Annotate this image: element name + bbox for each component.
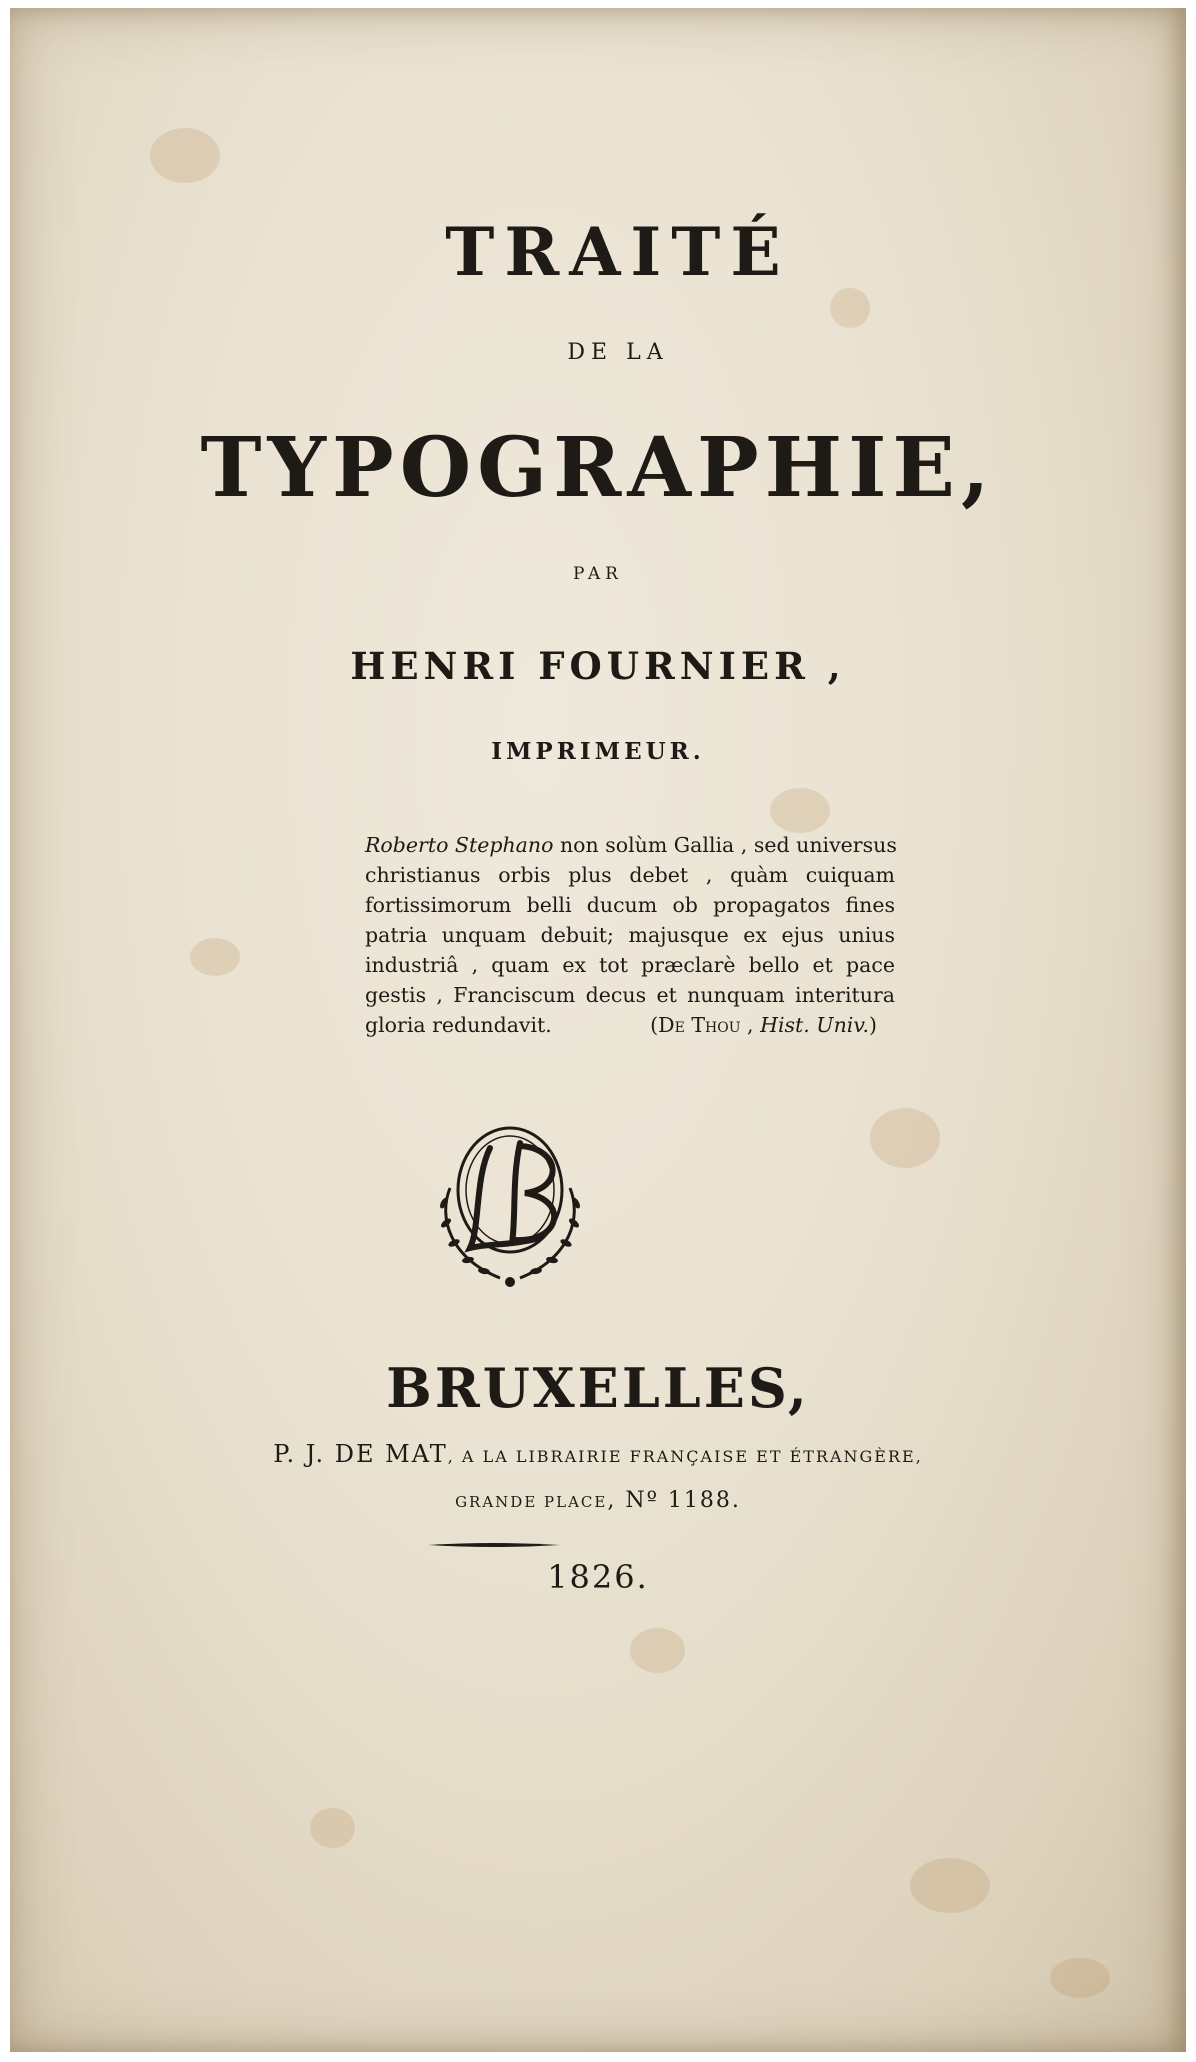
stain [310,1808,355,1848]
epigraph-line: christianus orbis plus debet , quàm cuiquam [365,863,895,887]
epigraph-line: patria unquam debuit; majusque ex ejus unius [365,923,895,947]
citation-work: Hist. Univ. [760,1013,869,1037]
epigraph-line: industriâ , quam ex tot præclarè bello et pace [365,953,895,977]
epigraph-last-text: gloria redundavit. [365,1013,552,1037]
title-traite: TRAITÉ [445,213,791,291]
epigraph-last-line [365,1010,895,1040]
epigraph-citation [650,1010,895,1040]
title-de-la: DE LA [567,340,669,365]
author-profession: IMPRIMEUR. [491,738,705,765]
stain [1050,1958,1110,1998]
stain [830,288,870,328]
stain [870,1108,940,1168]
address-place: GRANDE PLACE [455,1493,608,1511]
epigraph-line: gestis , Franciscum decus et nunquam interitura [365,983,895,1007]
imprint-address [10,1488,1186,1513]
citation-author: De Thou [658,1013,741,1037]
decorative-rule [428,1542,560,1548]
citation-sep: , [740,1013,761,1037]
publisher-rest: , A LA LIBRAIRIE FRANÇAISE ET ÉTRANGÈRE, [447,1447,923,1466]
citation-close: ) [869,1013,877,1037]
author-name: HENRI FOURNIER , [350,644,846,688]
stain [770,788,830,833]
publisher-name: P. J. DE MAT [273,1440,448,1468]
stain [910,1858,990,1913]
monogram-icon [420,1108,600,1293]
title-page [10,8,1186,2052]
address-number: , Nº 1188. [607,1488,741,1513]
stain [150,128,220,183]
epigraph-name: Roberto Stephano [365,833,554,857]
imprint-city: BRUXELLES, [386,1356,810,1420]
epigraph-line: fortissimorum belli ducum ob propagatos fines [365,893,895,917]
title-typographie: TYPOGRAPHIE, [200,420,996,516]
imprint-publisher [10,1440,1186,1468]
stain [190,938,240,976]
stain [630,1628,685,1673]
epigraph-line [365,830,895,860]
epigraph-first-rest: non solùm Gallia , sed universus [553,833,897,857]
epigraph [365,830,895,1040]
imprint-year: 1826. [547,1558,649,1596]
citation-open: ( [650,1013,659,1037]
byline-par: PAR [573,564,623,584]
